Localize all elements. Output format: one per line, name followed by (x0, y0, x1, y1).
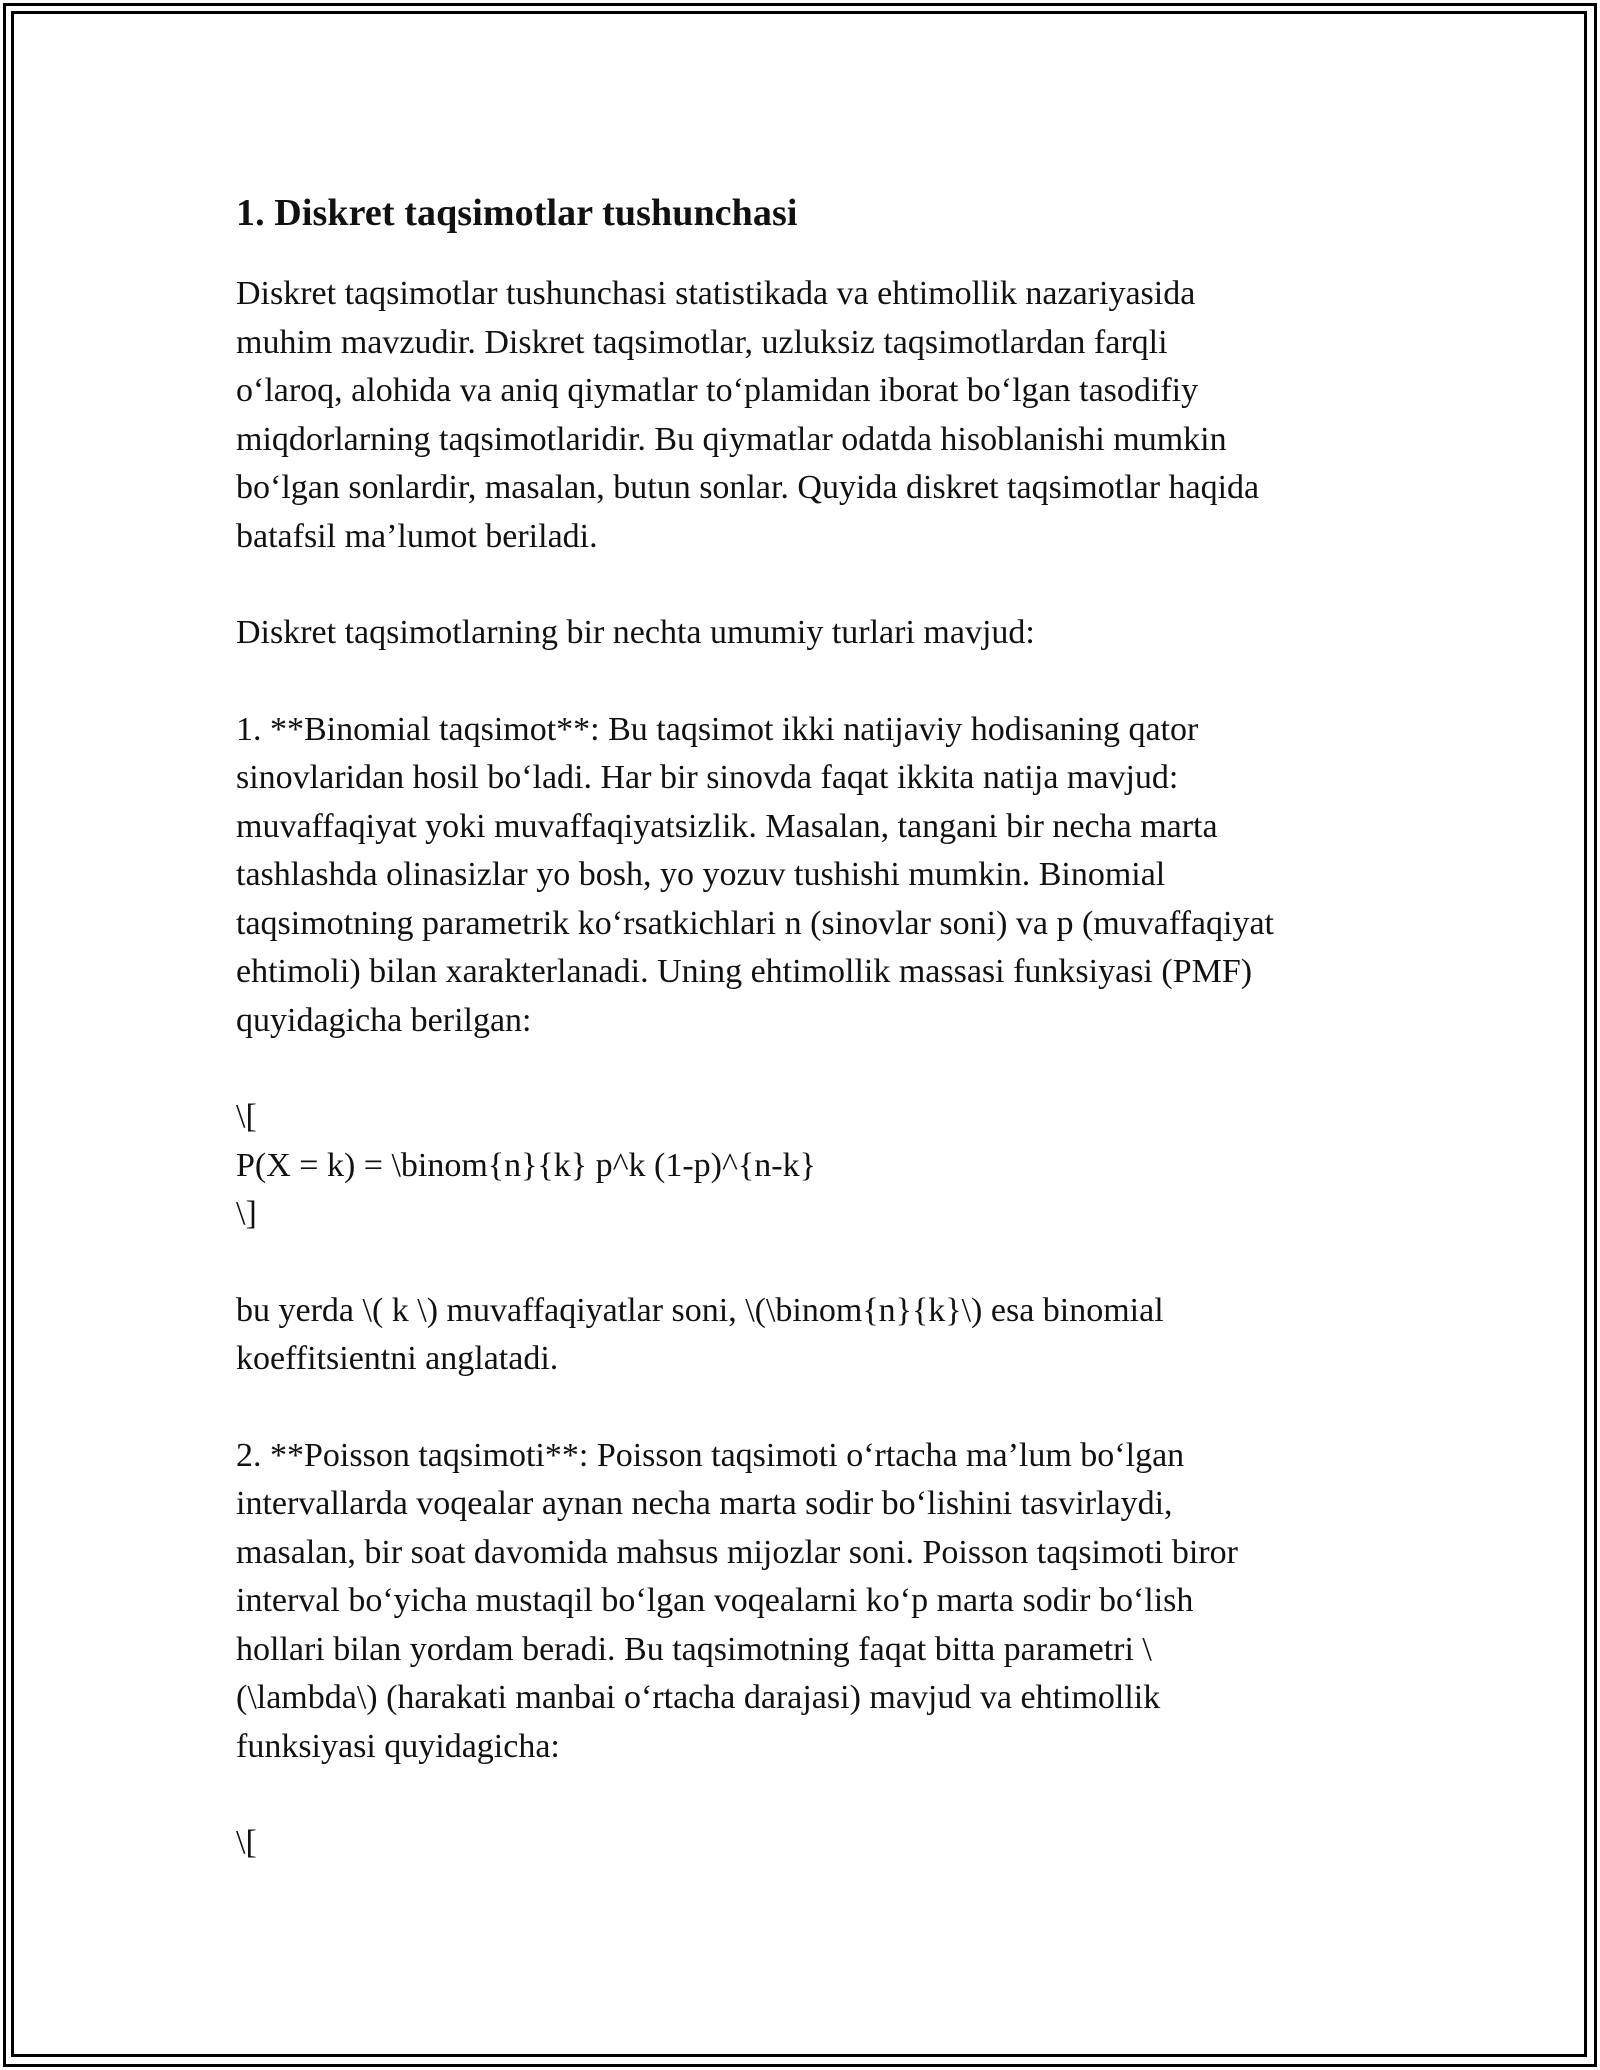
poisson-paragraph: 2. **Poisson taqsimoti**: Poisson taqsimoti o‘rtacha ma’lum bo‘lgan intervallarda voqealar aynan necha marta sodir bo‘lishini tasvirlaydi, masalan, bir soat davomida mahsus mijozlar soni. Poisson taqsimoti biror interval bo‘yicha mustaqil bo‘lgan voqealarni ko‘p marta sodir bo‘lish hollari bilan yordam beradi. Bu taqsimotning faqat bitta parametri \ (\lambda\) (harakati manbai o‘rtacha darajasi) mavjud va ehtimollik funksiyasi quyidagicha: (236, 1436, 1238, 1765)
binomial-formula: \[ P(X = k) = \binom{n}{k} p^k (1-p)^{n-k} \] (236, 1098, 816, 1232)
binomial-paragraph: 1. **Binomial taqsimot**: Bu taqsimot ikki natijaviy hodisaning qator sinovlaridan hosil bo‘ladi. Har bir sinovda faqat ikkita natija mavjud: muvaffaqiyat yoki muvaffaqiyatsizlik. Masalan, tangani bir necha marta tashlashda olinasizlar yo bosh, yo yozuv tushishi mumkin. Binomial taqsimotning parametrik ko‘rsatkichlari n (sinovlar soni) va p (muvaffaqiyat ehtimoli) bilan xarakterlanadi. Uning ehtimollik massasi funksiyasi (PMF) quyidagicha berilgan: (236, 710, 1274, 1039)
document-body (236, 188, 1376, 1916)
section-heading: 1. Diskret taqsimotlar tushunchasi (236, 192, 798, 234)
binomial-explanation-paragraph: bu yerda \( k \) muvaffaqiyatlar soni, \(\binom{n}{k}\) esa binomial koeffitsientni anglatadi. (236, 1291, 1164, 1377)
types-intro-paragraph: Diskret taqsimotlarning bir nechta umumiy turlari mavjud: (236, 614, 1035, 651)
poisson-formula-start: \[ (236, 1824, 257, 1861)
intro-paragraph: Diskret taqsimotlar tushunchasi statistikada va ehtimollik nazariyasida muhim mavzudir. Diskret taqsimotlar, uzluksiz taqsimotlardan farqli o‘laroq, alohida va aniq qiymatlar to‘plamidan iborat bo‘lgan tasodifiy miqdorlarning taqsimotlaridir. Bu qiymatlar odatda hisoblanishi mumkin bo‘lgan sonlardir, masalan, butun sonlar. Quyida diskret taqsimotlar haqida batafsil ma’lumot beriladi. (236, 275, 1260, 555)
